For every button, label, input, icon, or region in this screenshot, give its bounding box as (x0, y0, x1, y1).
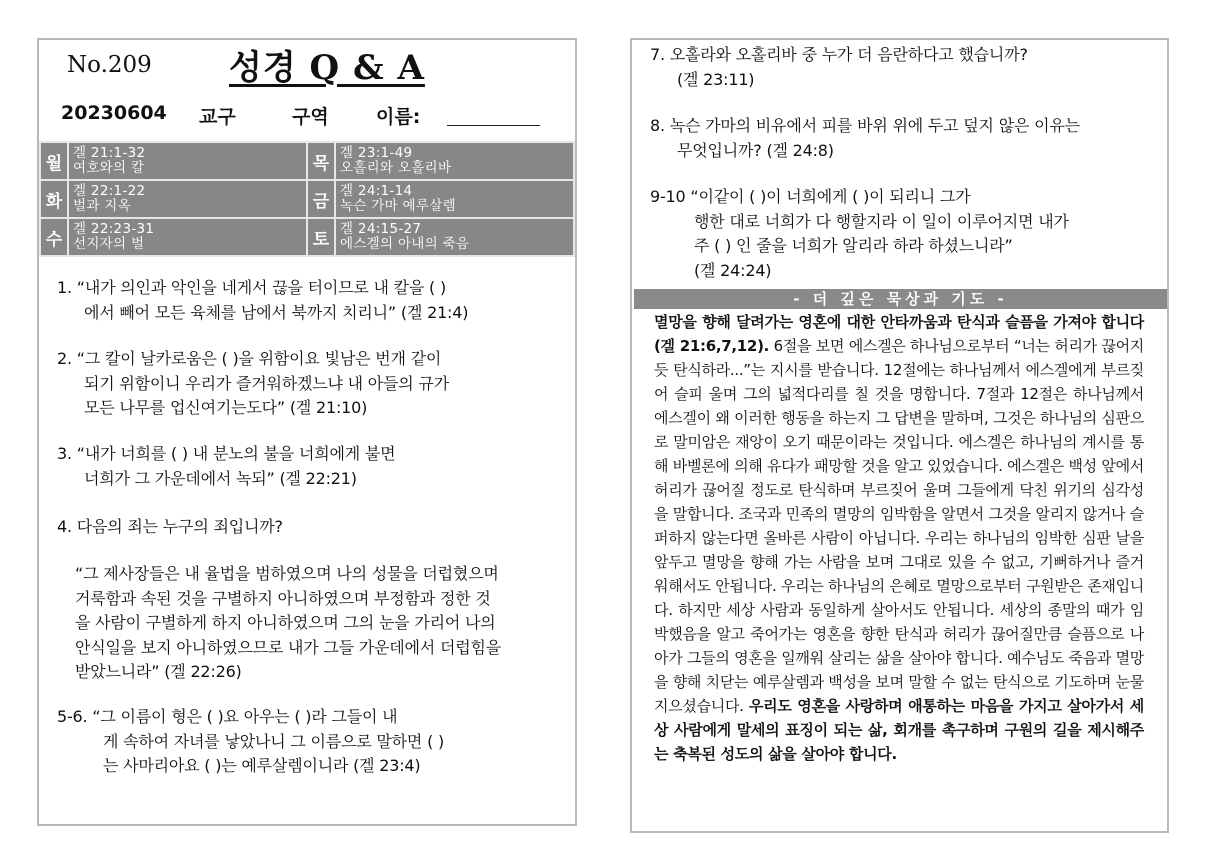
schedule-day: 토 (307, 218, 335, 256)
question-9-10 (650, 185, 1069, 283)
right-worksheet-panel (630, 38, 1169, 833)
schedule-cell (335, 218, 574, 256)
question-4 (57, 515, 283, 540)
schedule-day: 금 (307, 180, 335, 218)
passage-line: 안식일을 보지 아니하였으므로 내가 그들 가운데에서 더럽힘을 (75, 637, 501, 657)
passage-line: 받았느니라” (겔 22:26) (75, 662, 242, 681)
schedule-cell (335, 142, 574, 180)
page-title: 성경 Q & A (229, 48, 425, 88)
essay-closing: 우리도 영혼을 사랑하며 애통하는 마음을 가지고 살아가서 세상 사람에게 말세의 표징이 되는 삶, 회개를 촉구하며 구원의 길을 제시해주는 축복된 성도의 삶을 살아야 합니다. (654, 697, 1144, 763)
question-line: 행한 대로 너희가 다 행할지라 이 일이 이루어지면 내가 (694, 211, 1069, 231)
schedule-day: 화 (40, 180, 68, 218)
question-line: 8. 녹슨 가마의 비유에서 피를 바위 위에 두고 덮지 않은 이유는 (650, 116, 1080, 135)
question-line: 3. “내가 너희를 ( ) 내 분노의 불을 너희에게 불면 (57, 444, 396, 463)
name-label: 이름: (376, 106, 421, 128)
question-2 (57, 347, 449, 421)
question-line: (겔 24:24) (694, 260, 772, 280)
schedule-day: 월 (40, 142, 68, 180)
schedule-title: 여호와의 칼 (73, 160, 145, 176)
question-5-6 (57, 705, 444, 779)
passage-line: 을 사람이 구별하게 하지 아니하였으며 그의 눈을 가리어 나의 (75, 613, 496, 632)
schedule-ref: 겔 24:15-27 (340, 221, 422, 237)
question-line: 주 ( ) 인 줄을 너희가 알리라 하라 하셨느니라” (694, 236, 1013, 255)
passage-line: 거룩함과 속된 것을 구별하지 아니하였으며 부정함과 정한 것 (75, 588, 491, 608)
schedule-cell (68, 142, 307, 180)
question-line: 5-6. “그 이름이 형은 ( )요 아우는 ( )라 그들이 내 (57, 707, 398, 726)
schedule-ref: 겔 24:1-14 (340, 183, 413, 199)
left-worksheet-panel (37, 38, 577, 826)
schedule-ref: 겔 23:1-49 (340, 145, 413, 161)
question-8 (650, 114, 1080, 163)
schedule-title: 오홀리와 오홀리바 (340, 160, 452, 176)
question-line: 4. 다음의 죄는 누구의 죄입니까? (57, 517, 283, 536)
name-blank-line (447, 125, 540, 126)
schedule-day: 목 (307, 142, 335, 180)
meditation-essay (654, 310, 1144, 766)
schedule-row (40, 218, 574, 256)
question-1 (57, 276, 468, 325)
essay-lead: 멸망을 향해 달려가는 영혼에 대한 안타까움과 탄식과 슬픔을 가져야 합니다 (겔 21:6,7,12). (654, 313, 1144, 355)
district-label: 교구 (199, 106, 236, 128)
question-3 (57, 442, 395, 491)
date-label: 20230604 (61, 102, 167, 124)
schedule-ref: 겔 22:23-31 (73, 221, 155, 237)
essay-body: 6절을 보면 에스겔은 하나님으로부터 “너는 허리가 끊어지듯 탄식하라...”는 지시를 받습니다. 12절에는 하나님께서 에스겔에게 부르짖어 슬피 울며 그의 넓적다리를 칠 것을 명합니다. 7절과 12절은 하나님께서 에스겔이 왜 이러한 행동을 하는지 그 답변을 말하며, 그것은 하나님의 심판으로 말미암은 재앙이 오기 때문이라는 것입니다. 에스겔은 하나님의 계시를 통해 바벨론에 의해 유다가 패망할 것을 알고 있었습니다. 에스겔은 백성 앞에서 허리가 끊어질 정도로 탄식하며 부르짖어 울며 그들에게 닥친 위기의 심각성을 말합니다. 조국과 민족의 멸망의 임박함을 알면서 그것을 알리지 않거나 슬퍼하지 않는다면 올바른 사람이 아닙니다. 우리는 하나님의 임박한 심판 날을 앞두고 멸망을 향해 가는 사람을 보며 그대로 있을 수 없고, 기뻐하거나 즐거워해서도 안됩니다. 우리는 하나님의 은혜로 멸망으로부터 구원받은 존재입니다. 하지만 세상 사람과 동일하게 살아서도 안됩니다. 세상의 종말의 때가 임박했음을 알고 죽어가는 영혼을 향한 탄식과 허리가 끊어질만큼 슬픔으로 나아가 그들의 영혼을 일깨워 살리는 삶을 살아야 합니다. 예수님도 죽음과 멸망을 향해 치닫는 예루살렘과 백성을 보며 말할 수 없는 탄식으로 기도하며 눈물 지으셨습니다. (654, 337, 1145, 715)
passage-line: “그 제사장들은 내 율법을 범하였으며 나의 성물을 더럽혔으며 (75, 564, 499, 583)
question-line: 모든 나무를 업신여기는도다” (겔 21:10) (84, 398, 368, 417)
question-line: 는 사마리아요 ( )는 예루살렘이니라 (겔 23:4) (103, 756, 421, 775)
question-line: 7. 오홀라와 오홀리바 중 누가 더 음란하다고 했습니까? (650, 45, 1028, 64)
question-line: 게 속하여 자녀를 낳았나니 그 이름으로 말하면 ( ) (103, 731, 445, 751)
question-line: 무엇입니까? (겔 24:8) (677, 140, 834, 160)
schedule-cell (68, 180, 307, 218)
question-line: 되기 위함이니 우리가 즐거워하겠느냐 내 아들의 규가 (84, 373, 449, 393)
schedule-row (40, 142, 574, 180)
schedule-ref: 겔 22:1-22 (73, 183, 146, 199)
meditation-banner: - 더 깊은 묵상과 기도 - (634, 289, 1167, 309)
schedule-title: 녹슨 가마 예루살렘 (340, 198, 456, 214)
question-4-passage (75, 562, 501, 685)
question-line: 2. “그 칼이 날카로움은 ( )을 위함이요 빛남은 번개 같이 (57, 349, 442, 368)
schedule-title: 벌과 지옥 (73, 198, 131, 214)
schedule-day: 수 (40, 218, 68, 256)
schedule-row (40, 180, 574, 218)
question-7 (650, 43, 1028, 92)
question-line: 에서 빼어 모든 육체를 남에서 북까지 치리니” (겔 21:4) (84, 302, 469, 322)
question-line: 1. “내가 의인과 악인을 네게서 끊을 터이므로 내 칼을 ( ) (57, 278, 447, 297)
issue-number: No.209 (67, 52, 152, 78)
schedule-cell (335, 180, 574, 218)
schedule-ref: 겔 21:1-32 (73, 145, 146, 161)
reading-schedule (39, 141, 575, 257)
schedule-title: 에스겔의 아내의 죽음 (340, 236, 470, 252)
question-line: (겔 23:11) (677, 69, 755, 89)
question-line: 너희가 그 가운데에서 녹되” (겔 22:21) (84, 468, 357, 488)
zone-label: 구역 (292, 106, 329, 128)
question-line: 9-10 “이같이 ( )이 너희에게 ( )이 되리니 그가 (650, 187, 971, 206)
schedule-cell (68, 218, 307, 256)
schedule-title: 선지자의 벌 (73, 236, 145, 252)
